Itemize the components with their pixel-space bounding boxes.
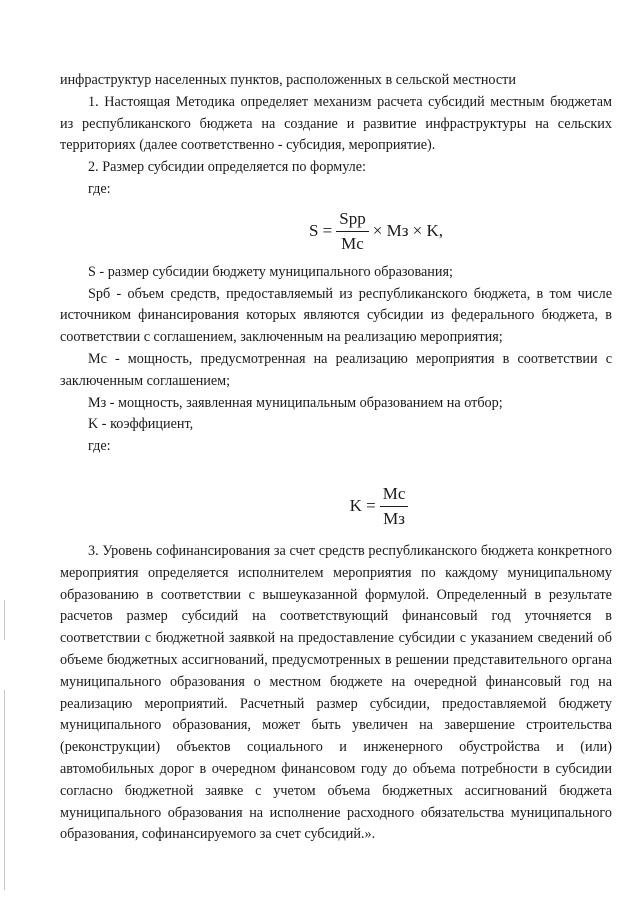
definition-k: K - коэффициент, — [88, 416, 194, 433]
formula-lhs: S = — [308, 221, 333, 241]
definition-mc: Mc - мощность, предусмотренная на реализацию мероприятия в соответствии с заключенным соглашением; — [60, 350, 612, 389]
subsidy-formula — [140, 209, 612, 254]
formula-rhs: × Mз × K, — [372, 221, 444, 241]
document-page — [60, 70, 612, 846]
coef-formula-numerator: Mc — [380, 484, 409, 507]
formula-fraction — [336, 209, 368, 254]
where-label-1: где: — [88, 180, 111, 197]
formula-numerator: Spp — [336, 209, 368, 232]
scan-edge-mark-bottom — [4, 690, 5, 890]
coef-formula-denominator: Mз — [383, 508, 405, 528]
scan-edge-mark-top — [4, 600, 5, 640]
coef-formula-fraction — [380, 484, 409, 529]
formula-denominator: Mc — [341, 233, 364, 253]
paragraph-3: 3. Уровень софинансирования за счет средств республиканского бюджета конкретного мероприятия определяется исполнителем мероприятия по каждому муниципальному образованию в соответствии с вышеуказанной формулой. Определенный в результате расчетов размер субсидий на соответствующий финансовый год уточняется в соответствии с бюджетной заявкой на предоставление субсидии с указанием сведений об объеме бюджетных ассигнований, предусмотренных в решении представительного органа муниципального образования о местном бюджете на очередной финансовый год на реализацию мероприятий. Расчетный размер субсидии, предоставляемой бюджету муниципального образования, может быть увеличен на завершение строительства (реконструкции) объектов социального и инженерного обустройства и (или) автомобильных дорог в очередном финансовом году до объема потребности в субсидии согласно бюджетной заявке с учетом объема бюджетных ассигнований бюджета муниципального образования на исполнение расходного обязательства муниципального образования, софинансируемого за счет субсидий.». — [60, 542, 612, 843]
paragraph-1: 1. Настоящая Методика определяет механизм расчета субсидий местным бюджетам из республиканского бюджета на создание и развитие инфраструктуры на сельских территориях (далее соответственно - субсидия, мероприятие). — [60, 93, 612, 154]
where-label-2: где: — [88, 438, 111, 455]
coef-formula-lhs: K = — [349, 496, 376, 516]
coefficient-formula — [150, 484, 612, 529]
text-line-continuation: инфраструктур населенных пунктов, расположенных в сельской местности — [60, 72, 516, 88]
paragraph-2: 2. Размер субсидии определяется по формуле: — [88, 159, 366, 176]
definition-mz: Mз - мощность, заявленная муниципальным образованием на отбор; — [88, 394, 503, 411]
definition-s: S - размер субсидии бюджету муниципального образования; — [88, 263, 453, 280]
definition-spb: Spб - объем средств, предоставляемый из республиканского бюджета, в том числе источником финансирования которых являются субсидии из федерального бюджета, в соответствии с соглашением, заключенным на реализацию мероприятия; — [60, 285, 612, 346]
